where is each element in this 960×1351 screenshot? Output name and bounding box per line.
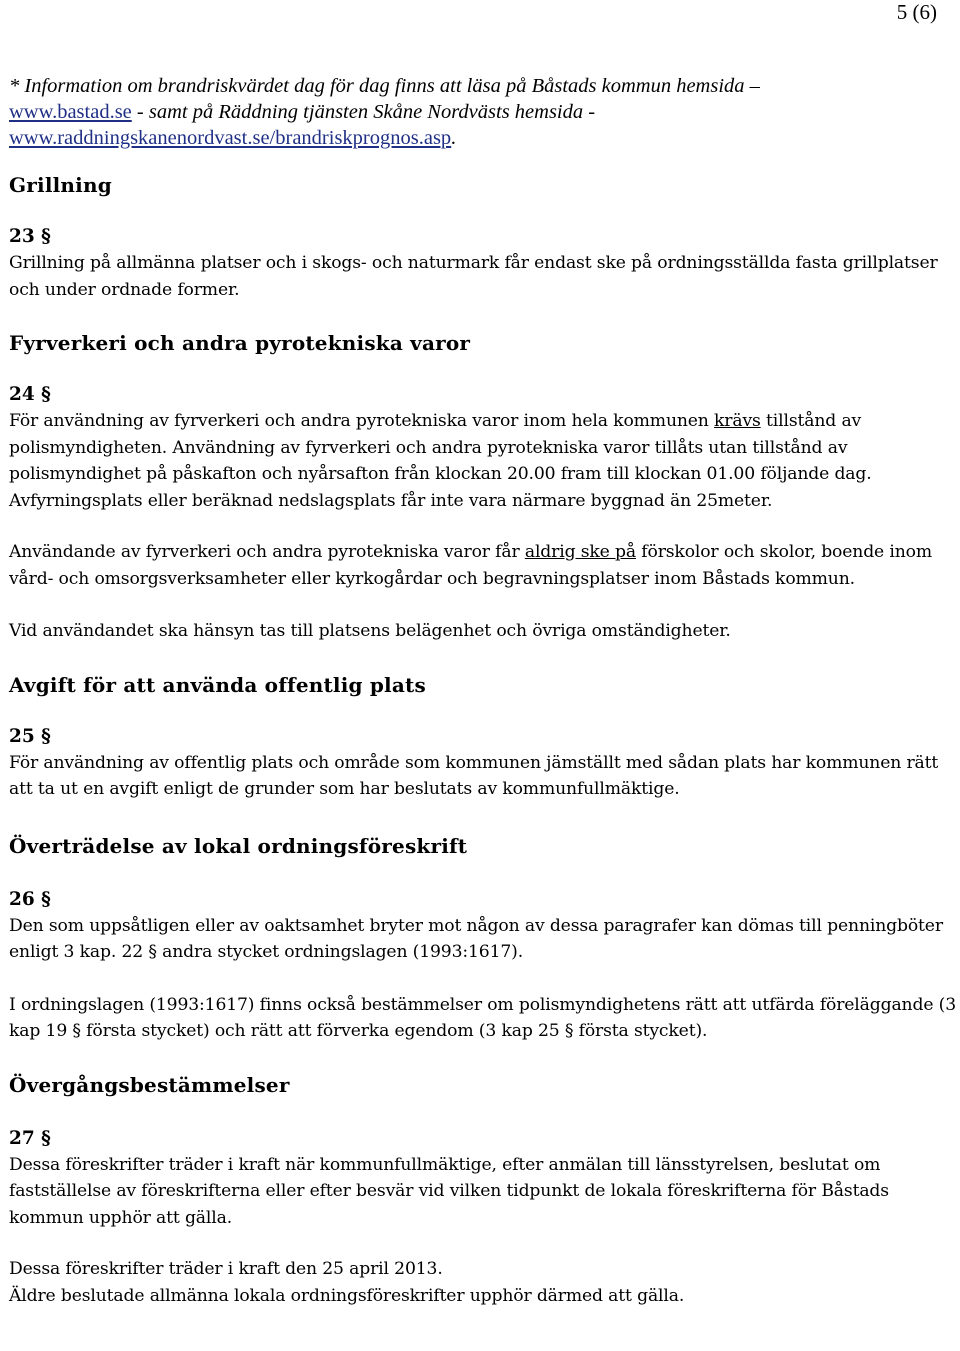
fyrverkeri-p2-after: förskolor och skolor, boende inom vård- och omsorgsverksamheter eller kyrkogårdar och begravningsplatser inom Båstads kommun. xyxy=(9,542,932,589)
fyrverkeri-text-3: Vid användandet ska hänsyn tas till platsens belägenhet och övriga omständigheter. xyxy=(9,621,731,641)
bastad-link[interactable]: www.bastad.se xyxy=(9,101,132,123)
fyrverkeri-text-2 xyxy=(9,539,957,592)
avgift-text: För användning av offentlig plats och område som kommunen jämställt med sådan plats har kommunen rätt att ta ut en avgift enligt de grunder som har beslutats av kommunfullmäktige. xyxy=(9,752,939,799)
heading-overgangsbestammelser: Övergångsbestämmelser xyxy=(9,1072,290,1097)
overtradelse-text-2: I ordningslagen (1993:1617) finns också bestämmelser om polismyndighetens rätt att utfärda föreläggande (3 kap 19 § första stycket) och rätt att förverka egendom (3 kap 25 § första stycket). xyxy=(9,994,957,1041)
paragraph-number-27: 27 § xyxy=(9,1127,51,1149)
fyrverkeri-p1-before: För användning av fyrverkeri och andra pyrotekniska varor inom hela kommunen xyxy=(9,411,715,431)
overgang-line-1: Dessa föreskrifter träder i kraft den 25 april 2013. xyxy=(9,1259,443,1279)
brandrisk-info-note xyxy=(9,73,957,151)
info-prefix: * Information om brandriskvärdet dag för dag finns att läsa på Båstads kommun hemsida – xyxy=(9,75,760,97)
overgang-text-1: Dessa föreskrifter träder i kraft när kommunfullmäktige, efter anmälan till länsstyrelsen, beslutat om fastställelse av föreskrifterna eller efter besvär vid vilken tidpunkt de lokala föreskrifterna för Båstads kommun upphör att gälla. xyxy=(9,1154,889,1228)
overgang-text-2 xyxy=(9,1256,957,1309)
raddning-link[interactable]: www.raddningskanenordvast.se/brandriskprognos.asp xyxy=(9,127,452,149)
paragraph-number-23: 23 § xyxy=(9,226,51,247)
heading-avgift: Avgift för att använda offentlig plats xyxy=(9,672,426,697)
fyrverkeri-text-1 xyxy=(9,408,957,514)
info-middle: - samt på Räddning tjänsten Skåne Nordvästs hemsida - xyxy=(131,101,596,123)
fyrverkeri-p2-before: Användande av fyrverkeri och andra pyrotekniska varor får xyxy=(9,542,525,562)
grillning-text: Grillning på allmänna platser och i skogs- och naturmark får endast ske på ordningsställda fasta grillplatser och under ordnade former. xyxy=(9,253,938,300)
info-suffix: . xyxy=(451,127,457,149)
fyrverkeri-p1-after: tillstånd av polismyndigheten. Användning av fyrverkeri och andra pyrotekniska varor tillåts utan tillstånd av polismyndighet på påskafton och nyårsafton från klockan 20.00 fram till klockan 01.00 följande dag. Avfyrningsplats eller beräknad nedslagsplats får inte vara närmare byggnad än 25meter. xyxy=(9,411,872,511)
paragraph-number-26: 26 § xyxy=(9,888,51,910)
heading-overtradelse: Överträdelse av lokal ordningsföreskrift xyxy=(9,833,468,858)
fyrverkeri-p2-underlined: aldrig ske på xyxy=(524,542,636,562)
paragraph-number-24: 24 § xyxy=(9,384,51,405)
page-number: 5 (6) xyxy=(896,0,937,24)
heading-grillning: Grillning xyxy=(9,173,112,197)
heading-fyrverkeri: Fyrverkeri och andra pyrotekniska varor xyxy=(9,331,471,355)
overgang-line-2: Äldre beslutade allmänna lokala ordningsföreskrifter upphör därmed att gälla. xyxy=(9,1285,685,1306)
document-body xyxy=(9,73,957,1309)
paragraph-number-25: 25 § xyxy=(9,725,51,747)
overtradelse-text-1: Den som uppsåtligen eller av oaktsamhet bryter mot någon av dessa paragrafer kan dömas till penningböter enligt 3 kap. 22 § andra stycket ordningslagen (1993:1617). xyxy=(9,915,943,962)
fyrverkeri-p1-underlined: krävs xyxy=(714,411,761,431)
